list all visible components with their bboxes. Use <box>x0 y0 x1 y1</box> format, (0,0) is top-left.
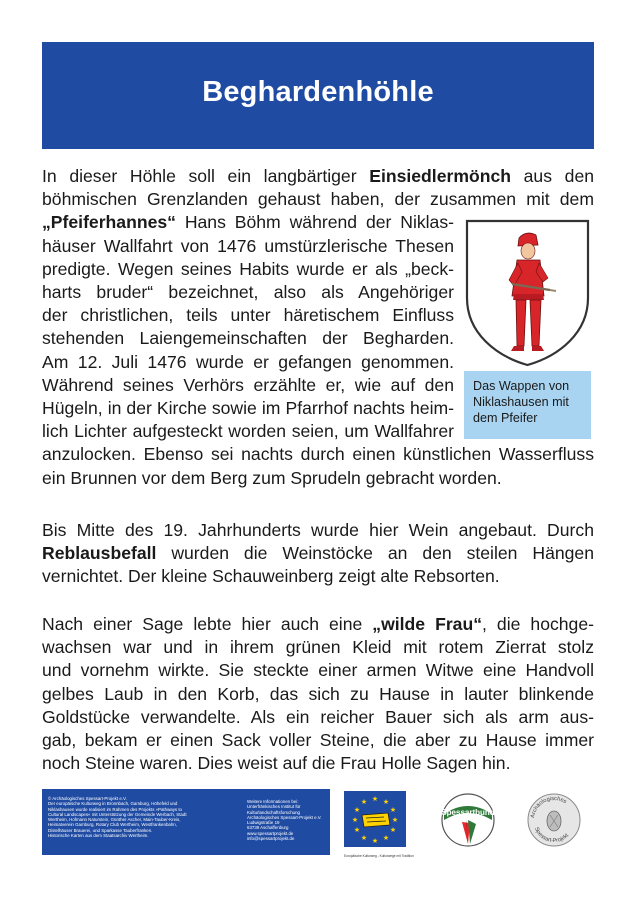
text-line: Am 12. Juli 1476 wurde er gefangen genommen. <box>42 351 454 372</box>
text-line: und vornehm wirkte. Sie steckte einer armen Witwe eine Handvoll <box>42 660 594 681</box>
svg-text:★: ★ <box>353 806 361 814</box>
text-line: gab, bekam er einen Sack voller Steine, die aber zu Hause immer <box>42 730 594 751</box>
text-line: häuser Wallfahrt von 1476 umstürzlerische Thesen <box>42 235 454 256</box>
footer-credits <box>42 789 330 855</box>
title-banner <box>42 42 594 149</box>
eu-cultural-route-logo: ★ ★ ★ ★ ★ ★ ★ ★ ★ ★ ★ ★ Europäische Kulturweg - Kulturwege mit Tradition <box>344 791 406 857</box>
svg-text:★: ★ <box>353 826 361 834</box>
svg-text:★: ★ <box>351 816 359 824</box>
paragraph-legend <box>42 613 594 775</box>
svg-text:★: ★ <box>360 834 368 842</box>
crest-caption: Das Wappen von Niklashausen mit dem Pfeifer <box>464 371 591 439</box>
text-line: Bis Mitte des 19. Jahrhunderts wurde hier Wein angebaut. Durch <box>42 520 594 540</box>
svg-text:★: ★ <box>389 806 397 814</box>
text-line: „Pfeiferhannes“ Hans Böhm während der Niklas- <box>42 212 454 233</box>
svg-text:★: ★ <box>389 826 397 834</box>
svg-text:★: ★ <box>391 816 399 824</box>
svg-text:★: ★ <box>360 798 368 806</box>
page-title: Beghardenhöhle <box>202 76 434 108</box>
text-line: Während seines Verhörs erzählte er, wie auf den <box>42 374 454 395</box>
archaeology-project-logo <box>526 790 582 856</box>
text-line: Reblausbefall wurden die Weinstöcke an den steilen Hängen <box>42 543 594 564</box>
text-line: böhmischen Grenzlanden gehaust haben, der zusammen mit dem <box>42 189 594 210</box>
eu-flag-icon <box>344 791 406 847</box>
text-line: anzulocken. Ebenso sei nachts durch einen künstlichen Wasserfluss <box>42 444 594 465</box>
coat-of-arms-image <box>464 218 591 368</box>
text-line: Goldstücke verwandelte. Als ein reicher Bauer sich als arm aus- <box>42 706 594 727</box>
text-line: In dieser Höhle soll ein langbärtiger Einsiedlermönch aus den <box>42 166 595 186</box>
svg-text:Spessartbund: Spessartbund <box>441 808 495 817</box>
text-line: ein Brunnen vor dem Berg zum Sprudeln gebracht worden. <box>42 467 502 488</box>
text-line: vernichtet. Der kleine Schauweinberg zeigt alte Rebsorten. <box>42 566 500 587</box>
svg-text:★: ★ <box>371 795 379 803</box>
text-line: der christlichen, teils unter häretischem Einfluss <box>42 305 454 326</box>
text-line: predigte. Wegen seines Habits wurde er als „beck- <box>42 258 454 279</box>
credits-text: © Archäologisches Spessart-Projekt e.V. Der europäische Kulturweg in Bronnbach, Gamburg, Höhefeld und Niklashausen wurde realisiert im Rahmen des Projekts »Pathways to Cultural Landscapes« mit Unterstützung der Gemeinde Werbach, Stadt Wertheim, Hofmann Naturstein, Günther Ascher, Main-Tauber-Kreis, Heimatverein Gamburg, Rotary Club Wertheim, Westfrankenbahn, Distelhäuser Brauerei, und Sparkasse Tauberfranken. Historische Karten aus dem Staatsarchiv Wertheim. <box>48 796 187 839</box>
svg-text:★: ★ <box>371 837 379 845</box>
text-line: Nach einer Sage lebte hier auch eine „wilde Frau“, die hochge- <box>42 614 594 634</box>
text-line: lich Lichter aufgesteckt worden seien, um Wallfahrer <box>42 421 454 442</box>
text-line: wachsen war und in ihrem grünen Kleid mit rotem Zierrat stolz <box>42 637 594 658</box>
text-line: gelbes Laub in den Korb, das sich zu Hause in lauter blinkende <box>42 683 594 704</box>
svg-text:Archäologisches: Archäologisches <box>530 795 568 819</box>
text-line: harts bruder“ bezeichnet, also als Angehöriger <box>42 282 454 303</box>
text-line: noch Steine waren. Dies weist auf die Frau Holle Sagen hin. <box>42 753 511 774</box>
contact-text: Weitere Informationen bei: Unterfränkisches Institut für Kulturlandschaftsforschung Archäologisches Spessart-Projekt e.V. Ludwigstraße 19 63739 Aschaffenburg www.spessartprojekt.de info@spessartprojekt.de <box>247 799 322 842</box>
keyword-einsiedlermoench: Einsiedlermönch <box>369 166 511 186</box>
spessartbund-logo <box>440 790 496 856</box>
text-line: Hügeln, in der Kirche sowie im Pfarrhof nachts heim- <box>42 398 454 419</box>
svg-text:★: ★ <box>382 834 390 842</box>
svg-text:Spessart-Projekt: Spessart-Projekt <box>532 826 571 845</box>
keyword-reblausbefall: Reblausbefall <box>42 543 157 564</box>
paragraph-wine <box>42 519 594 589</box>
keyword-wilde-frau: „wilde Frau“ <box>372 614 483 634</box>
svg-text:★: ★ <box>382 798 390 806</box>
text-line: stehenden Laiengemeinschaften der Begharden. <box>42 328 454 349</box>
keyword-pfeiferhannes: „Pfeiferhannes“ <box>42 212 176 233</box>
